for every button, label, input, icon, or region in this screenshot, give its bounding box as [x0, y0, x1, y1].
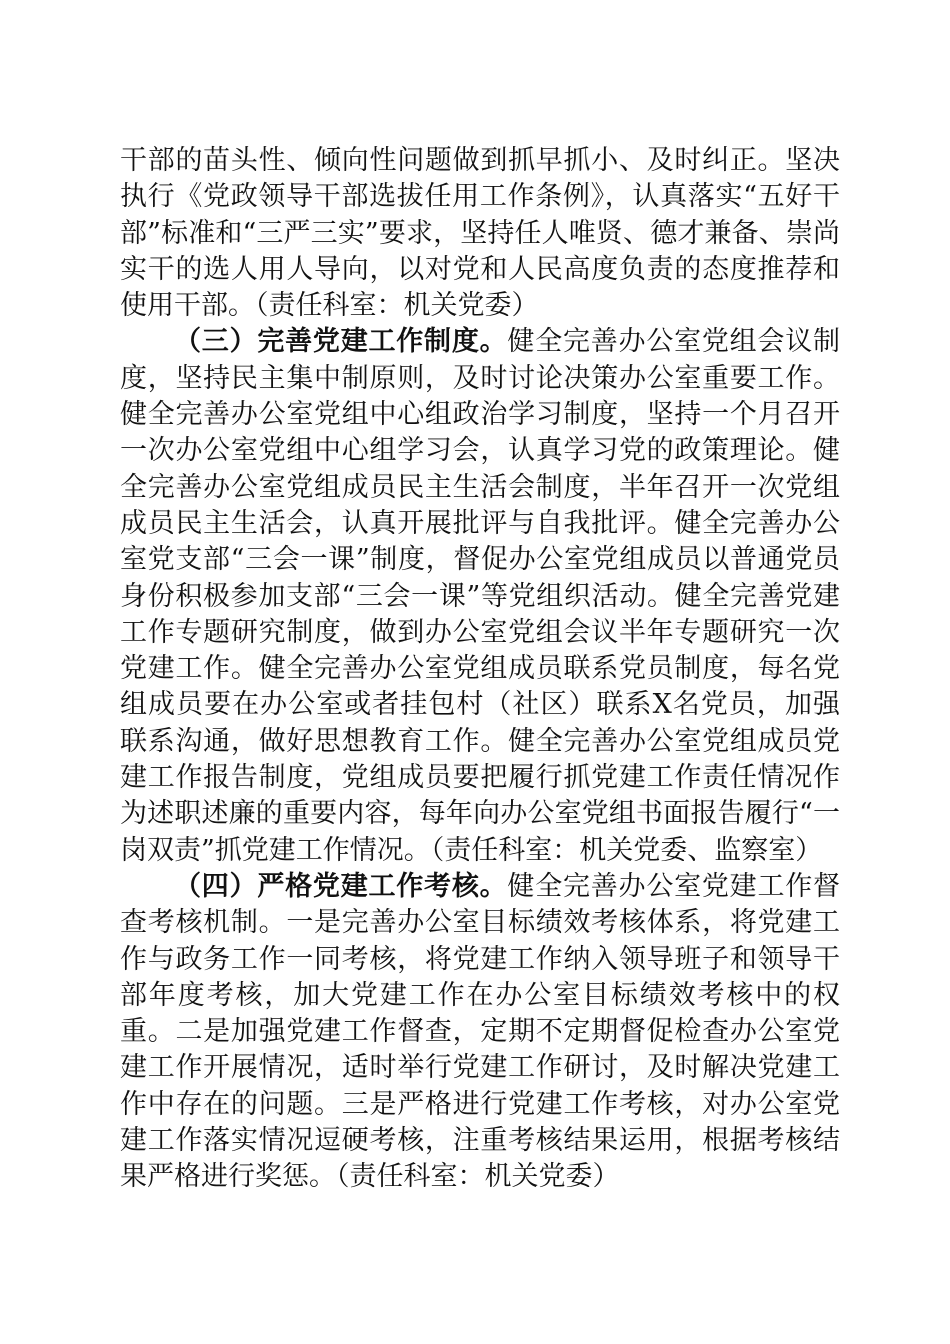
section-party-building-assessment — [120, 869, 840, 1196]
section-party-building-system — [120, 324, 840, 868]
paragraph-text: 干部的苗头性、倾向性问题做到抓早抓小、及时纠正。坚决执行《党政领导干部选拔任用工作条例》，认真落实“五好干部”标准和“三严三实”要求，坚持任人唯贤、德才兼备、崇尚实干的选人用人导向，以对党和人民高度负责的态度推荐和使用干部。（责任科室：机关党委） — [120, 145, 840, 322]
section-body: 健全完善办公室党组会议制度，坚持民主集中制原则，及时讨论决策办公室重要工作。健全完善办公室党组中心组政治学习制度，坚持一个月召开一次办公室党组中心组学习会，认真学习党的政策理论。健全完善办公室党组成员民主生活会制度，半年召开一次党组成员民主生活会，认真开展批评与自我批评。健全完善办公室党支部“三会一课”制度，督促办公室党组成员以普通党员身份积极参加支部“三会一课”等党组织活动。健全完善党建工作专题研究制度，做到办公室党组会议半年专题研究一次党建工作。健全完善办公室党组成员联系党员制度，每名党组成员要在办公室或者挂包村（社区）联系X名党员，加强联系沟通，做好思想教育工作。健全完善办公室党组成员党建工作报告制度，党组成员要把履行抓党建工作责任情况作为述职述廉的重要内容，每年向办公室党组书面报告履行“一岗双责”抓党建工作情况。（责任科室：机关党委、监察室） — [120, 326, 841, 866]
section-body: 健全完善办公室党建工作督查考核机制。一是完善办公室目标绩效考核体系，将党建工作与政务工作一同考核，将党建工作纳入领导班子和领导干部年度考核，加大党建工作在办公室目标绩效考核中的权重。二是加强党建工作督查，定期不定期督促检查办公室党建工作开展情况，适时举行党建工作研讨，及时解决党建工作中存在的问题。三是严格进行党建工作考核，对办公室党建工作落实情况逗硬考核，注重考核结果运用，根据考核结果严格进行奖惩。（责任科室：机关党委） — [120, 870, 841, 1193]
document-page — [120, 143, 840, 1196]
paragraph-cadre-selection — [120, 143, 840, 324]
section-heading: （三）完善党建工作制度。 — [174, 326, 508, 358]
section-heading: （四）严格党建工作考核。 — [174, 870, 508, 902]
